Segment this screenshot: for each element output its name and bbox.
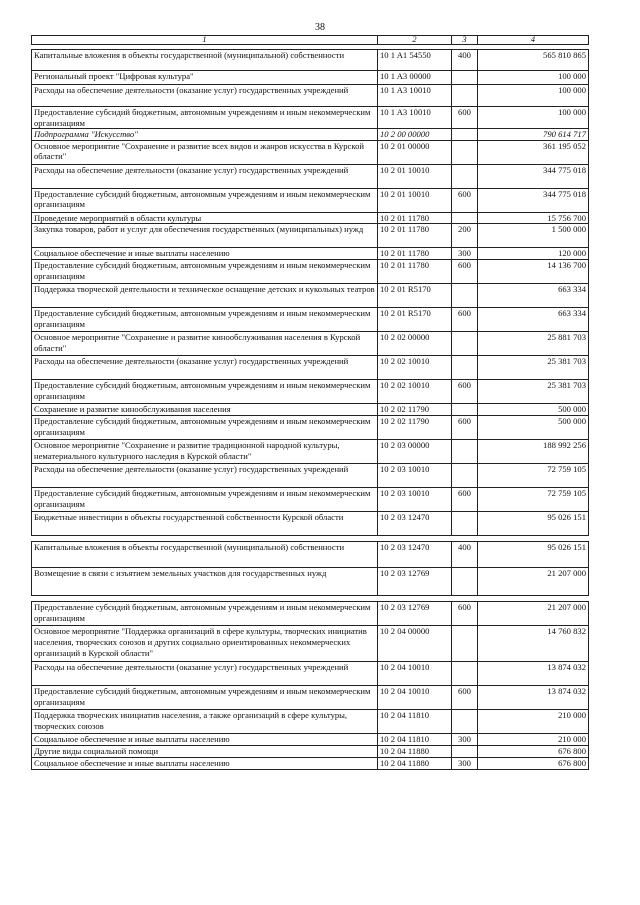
amount-cell: 565 810 865 xyxy=(478,50,589,71)
expense-name-cell: Возмещение в связи с изъятием земельных участков для государственных нужд xyxy=(32,568,378,596)
expense-name-cell: Проведение мероприятий в области культуры xyxy=(32,212,378,224)
expense-type-cell: 600 xyxy=(452,686,478,710)
target-code-cell: 10 2 03 12470 xyxy=(378,542,452,568)
expense-name-cell: Капитальные вложения в объекты государственной (муниципальной) собственности xyxy=(32,542,378,568)
expense-type-cell xyxy=(452,404,478,416)
target-code-cell: 10 2 01 10010 xyxy=(378,164,452,188)
amount-cell: 25 381 703 xyxy=(478,380,589,404)
target-code-cell: 10 2 01 00000 xyxy=(378,140,452,164)
amount-cell: 361 195 052 xyxy=(478,140,589,164)
expense-type-cell xyxy=(452,626,478,662)
table-row xyxy=(32,440,589,464)
target-code-cell: 10 2 01 11780 xyxy=(378,248,452,260)
expense-type-cell: 300 xyxy=(452,248,478,260)
page-number: 38 xyxy=(315,22,325,33)
expense-name-cell: Поддержка творческих инициатив населения, а также организаций в сфере культуры, творческих союзов xyxy=(32,710,378,734)
table-row xyxy=(32,626,589,662)
expense-type-cell xyxy=(452,512,478,536)
expense-type-cell xyxy=(452,662,478,686)
table-row xyxy=(32,380,589,404)
table-row xyxy=(32,746,589,758)
table-row xyxy=(32,188,589,212)
expense-type-cell xyxy=(452,140,478,164)
expense-name-cell: Расходы на обеспечение деятельности (оказание услуг) государственных учреждений xyxy=(32,662,378,686)
target-code-cell: 10 2 04 10010 xyxy=(378,686,452,710)
expense-name-cell: Бюджетные инвестиции в объекты государственной собственности Курской области xyxy=(32,512,378,536)
expense-type-cell: 600 xyxy=(452,380,478,404)
table-row xyxy=(32,568,589,596)
target-code-cell: 10 2 04 11880 xyxy=(378,757,452,769)
target-code-cell: 10 2 00 00000 xyxy=(378,129,452,141)
target-code-cell: 10 2 02 10010 xyxy=(378,356,452,380)
expense-type-cell xyxy=(452,85,478,107)
expense-type-cell xyxy=(452,356,478,380)
table-row xyxy=(32,404,589,416)
expense-type-cell xyxy=(452,746,478,758)
table-row xyxy=(32,542,589,568)
table-row xyxy=(32,356,589,380)
amount-cell: 14 136 700 xyxy=(478,260,589,284)
table-row xyxy=(32,129,589,141)
column-number-row xyxy=(32,36,589,45)
expense-name-cell: Расходы на обеспечение деятельности (оказание услуг) государственных учреждений xyxy=(32,356,378,380)
table-row xyxy=(32,71,589,85)
target-code-cell: 10 2 02 10010 xyxy=(378,380,452,404)
expense-type-cell: 600 xyxy=(452,488,478,512)
amount-cell: 663 334 xyxy=(478,308,589,332)
table-row xyxy=(32,140,589,164)
table-row xyxy=(32,224,589,248)
column-number-2: 2 xyxy=(378,36,452,45)
expense-type-cell: 600 xyxy=(452,188,478,212)
expense-name-cell: Основное мероприятие "Сохранение и развитие всех видов и жанров искусства в Курской области" xyxy=(32,140,378,164)
amount-cell: 72 759 105 xyxy=(478,464,589,488)
amount-cell: 13 874 032 xyxy=(478,686,589,710)
table-row xyxy=(32,50,589,71)
table-row xyxy=(32,602,589,626)
expense-type-cell xyxy=(452,440,478,464)
table-body xyxy=(32,45,589,770)
expense-type-cell: 600 xyxy=(452,602,478,626)
expense-type-cell: 300 xyxy=(452,734,478,746)
expense-type-cell: 600 xyxy=(452,308,478,332)
amount-cell: 13 874 032 xyxy=(478,662,589,686)
target-code-cell: 10 2 02 11790 xyxy=(378,404,452,416)
expense-type-cell: 400 xyxy=(452,50,478,71)
target-code-cell: 10 2 03 10010 xyxy=(378,488,452,512)
amount-cell: 25 881 703 xyxy=(478,332,589,356)
target-code-cell: 10 2 04 11810 xyxy=(378,710,452,734)
table-row xyxy=(32,212,589,224)
expense-name-cell: Капитальные вложения в объекты государственной (муниципальной) собственности xyxy=(32,50,378,71)
expense-name-cell: Региональный проект "Цифровая культура" xyxy=(32,71,378,85)
expense-type-cell xyxy=(452,332,478,356)
table-row xyxy=(32,85,589,107)
amount-cell: 21 207 000 xyxy=(478,602,589,626)
expense-type-cell xyxy=(452,71,478,85)
amount-cell: 676 800 xyxy=(478,746,589,758)
table-row xyxy=(32,757,589,769)
expense-name-cell: Предоставление субсидий бюджетным, автономным учреждениям и иным некоммерческим организациям xyxy=(32,602,378,626)
table-row xyxy=(32,260,589,284)
amount-cell: 210 000 xyxy=(478,734,589,746)
table-row xyxy=(32,488,589,512)
target-code-cell: 10 2 01 10010 xyxy=(378,188,452,212)
expense-name-cell: Предоставление субсидий бюджетным, автономным учреждениям и иным некоммерческим организациям xyxy=(32,488,378,512)
amount-cell: 95 026 151 xyxy=(478,512,589,536)
table-row xyxy=(32,416,589,440)
target-code-cell: 10 1 A1 54550 xyxy=(378,50,452,71)
target-code-cell: 10 2 01 11780 xyxy=(378,212,452,224)
expense-type-cell: 300 xyxy=(452,757,478,769)
table-row xyxy=(32,662,589,686)
amount-cell: 663 334 xyxy=(478,284,589,308)
expense-type-cell: 600 xyxy=(452,107,478,129)
amount-cell: 15 756 700 xyxy=(478,212,589,224)
expense-name-cell: Основное мероприятие "Сохранение и развитие кинообслуживания населения в Курской области" xyxy=(32,332,378,356)
table-row xyxy=(32,686,589,710)
column-number-3: 3 xyxy=(452,36,478,45)
target-code-cell: 10 2 03 12769 xyxy=(378,568,452,596)
target-code-cell: 10 2 04 00000 xyxy=(378,626,452,662)
target-code-cell: 10 2 04 10010 xyxy=(378,662,452,686)
expense-type-cell: 600 xyxy=(452,260,478,284)
budget-table xyxy=(31,35,589,770)
target-code-cell: 10 2 02 11790 xyxy=(378,416,452,440)
expense-name-cell: Предоставление субсидий бюджетным, автономным учреждениям и иным некоммерческим организациям xyxy=(32,416,378,440)
amount-cell: 100 000 xyxy=(478,71,589,85)
target-code-cell: 10 2 03 12769 xyxy=(378,602,452,626)
target-code-cell: 10 2 02 00000 xyxy=(378,332,452,356)
table-row xyxy=(32,308,589,332)
target-code-cell: 10 1 A3 10010 xyxy=(378,107,452,129)
target-code-cell: 10 2 03 10010 xyxy=(378,464,452,488)
target-code-cell: 10 2 03 00000 xyxy=(378,440,452,464)
column-number-1: 1 xyxy=(32,36,378,45)
table-row xyxy=(32,248,589,260)
target-code-cell: 10 2 01 11780 xyxy=(378,260,452,284)
amount-cell: 344 775 018 xyxy=(478,164,589,188)
amount-cell: 100 000 xyxy=(478,85,589,107)
expense-type-cell: 600 xyxy=(452,416,478,440)
expense-name-cell: Расходы на обеспечение деятельности (оказание услуг) государственных учреждений xyxy=(32,464,378,488)
table-row xyxy=(32,284,589,308)
expense-name-cell: Предоставление субсидий бюджетным, автономным учреждениям и иным некоммерческим организациям xyxy=(32,308,378,332)
expense-type-cell xyxy=(452,284,478,308)
table-row xyxy=(32,164,589,188)
amount-cell: 72 759 105 xyxy=(478,488,589,512)
expense-name-cell: Предоставление субсидий бюджетным, автономным учреждениям и иным некоммерческим организациям xyxy=(32,686,378,710)
expense-name-cell: Предоставление субсидий бюджетным, автономным учреждениям и иным некоммерческим организациям xyxy=(32,188,378,212)
expense-type-cell xyxy=(452,710,478,734)
expense-type-cell xyxy=(452,212,478,224)
expense-type-cell xyxy=(452,568,478,596)
target-code-cell: 10 2 03 12470 xyxy=(378,512,452,536)
expense-type-cell xyxy=(452,464,478,488)
expense-name-cell: Предоставление субсидий бюджетным, автономным учреждениям и иным некоммерческим организациям xyxy=(32,260,378,284)
amount-cell: 676 800 xyxy=(478,757,589,769)
target-code-cell: 10 2 04 11880 xyxy=(378,746,452,758)
table-row xyxy=(32,710,589,734)
amount-cell: 1 500 000 xyxy=(478,224,589,248)
amount-cell: 95 026 151 xyxy=(478,542,589,568)
column-number-4: 4 xyxy=(478,36,589,45)
amount-cell: 210 000 xyxy=(478,710,589,734)
target-code-cell: 10 2 04 11810 xyxy=(378,734,452,746)
table-row xyxy=(32,107,589,129)
expense-type-cell xyxy=(452,164,478,188)
table-row xyxy=(32,734,589,746)
expense-name-cell: Расходы на обеспечение деятельности (оказание услуг) государственных учреждений xyxy=(32,164,378,188)
expense-name-cell: Сохранение и развитие кинообслуживания населения xyxy=(32,404,378,416)
expense-name-cell: Основное мероприятие "Сохранение и развитие традиционной народной культуры, нематериального культурного наследия в Курской области" xyxy=(32,440,378,464)
expense-type-cell: 200 xyxy=(452,224,478,248)
expense-name-cell: Социальное обеспечение и иные выплаты населению xyxy=(32,248,378,260)
table-row xyxy=(32,512,589,536)
expense-name-cell: Другие виды социальной помощи xyxy=(32,746,378,758)
expense-name-cell: Предоставление субсидий бюджетным, автономным учреждениям и иным некоммерческим организациям xyxy=(32,380,378,404)
amount-cell: 25 381 703 xyxy=(478,356,589,380)
target-code-cell: 10 2 01 11780 xyxy=(378,224,452,248)
amount-cell: 21 207 000 xyxy=(478,568,589,596)
target-code-cell: 10 1 A3 00000 xyxy=(378,71,452,85)
amount-cell: 500 000 xyxy=(478,416,589,440)
expense-name-cell: Основное мероприятие "Поддержка организаций в сфере культуры, творческих инициатив населения, творческих союзов и других социально ориентированных некоммерческих организаций в Курской области" xyxy=(32,626,378,662)
amount-cell: 14 760 832 xyxy=(478,626,589,662)
target-code-cell: 10 2 01 R5170 xyxy=(378,284,452,308)
amount-cell: 100 000 xyxy=(478,107,589,129)
amount-cell: 188 992 256 xyxy=(478,440,589,464)
amount-cell: 790 614 717 xyxy=(478,129,589,141)
expense-name-cell: Социальное обеспечение и иные выплаты населению xyxy=(32,734,378,746)
expense-name-cell: Предоставление субсидий бюджетным, автономным учреждениям и иным некоммерческим организациям xyxy=(32,107,378,129)
expense-name-cell: Закупка товаров, работ и услуг для обеспечения государственных (муниципальных) нужд xyxy=(32,224,378,248)
amount-cell: 344 775 018 xyxy=(478,188,589,212)
expense-name-cell: Подпрограмма "Искусство" xyxy=(32,129,378,141)
expense-name-cell: Расходы на обеспечение деятельности (оказание услуг) государственных учреждений xyxy=(32,85,378,107)
expense-type-cell xyxy=(452,129,478,141)
amount-cell: 500 000 xyxy=(478,404,589,416)
amount-cell: 120 000 xyxy=(478,248,589,260)
expense-type-cell: 400 xyxy=(452,542,478,568)
table-row xyxy=(32,464,589,488)
target-code-cell: 10 2 01 R5170 xyxy=(378,308,452,332)
target-code-cell: 10 1 A3 10010 xyxy=(378,85,452,107)
expense-name-cell: Поддержка творческой деятельности и техническое оснащение детских и кукольных театров xyxy=(32,284,378,308)
table-row xyxy=(32,332,589,356)
expense-name-cell: Социальное обеспечение и иные выплаты населению xyxy=(32,757,378,769)
